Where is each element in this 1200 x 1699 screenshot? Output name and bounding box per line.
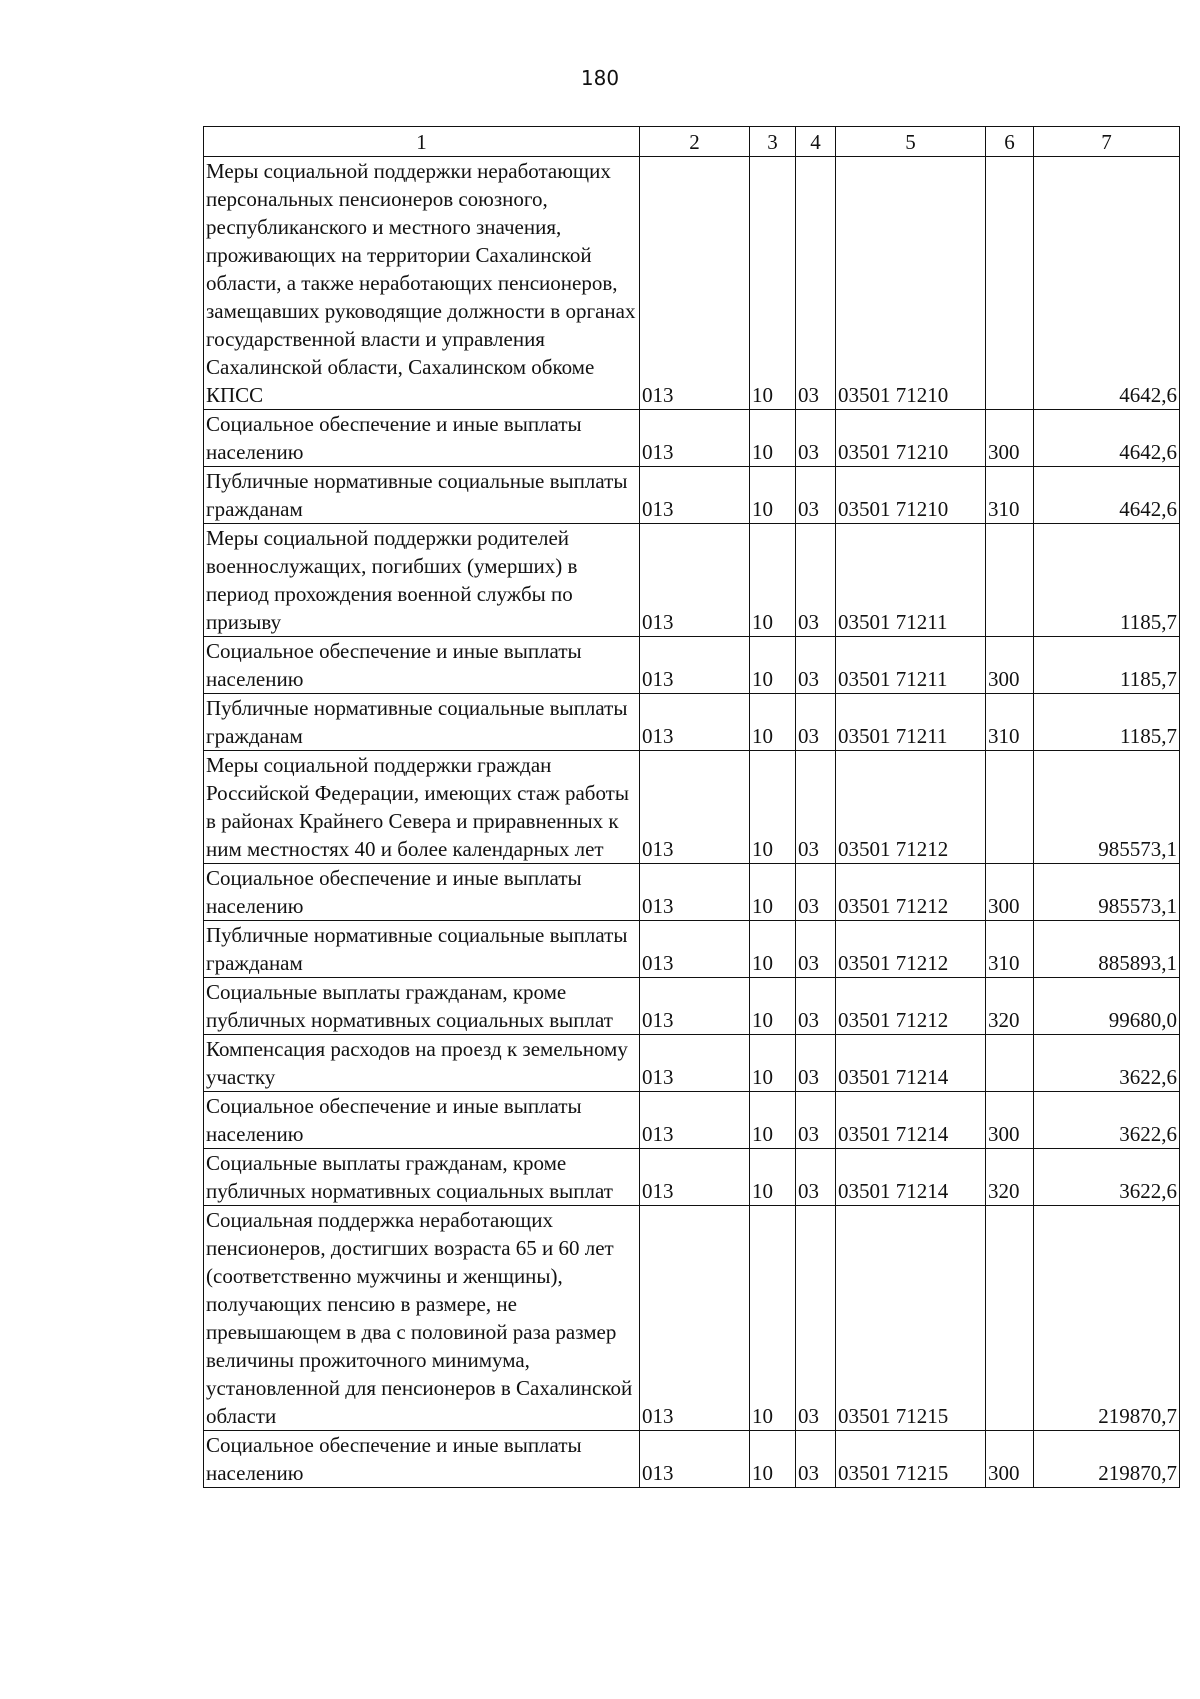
row-target-item-cell: 03501 71211 <box>836 524 986 637</box>
row-code-cell: 013 <box>640 157 750 410</box>
row-section-cell: 10 <box>750 1092 796 1149</box>
row-code-cell: 013 <box>640 1431 750 1488</box>
row-target-item-cell: 03501 71212 <box>836 921 986 978</box>
row-section-cell: 10 <box>750 157 796 410</box>
row-section-cell: 10 <box>750 694 796 751</box>
row-amount-cell: 985573,1 <box>1034 864 1180 921</box>
row-name-cell: Меры социальной поддержки родителей военнослужащих, погибших (умерших) в период прохождения военной службы по призыву <box>204 524 640 637</box>
table-row <box>204 524 1180 637</box>
row-name-cell: Меры социальной поддержки граждан Российской Федерации, имеющих стаж работы в районах Крайнего Севера и приравненных к ним местностях 40 и более календарных лет <box>204 751 640 864</box>
row-target-item-cell: 03501 71212 <box>836 978 986 1035</box>
row-section-cell: 10 <box>750 410 796 467</box>
table-row <box>204 1431 1180 1488</box>
row-subsection-cell: 03 <box>796 1035 836 1092</box>
column-header-6: 6 <box>986 127 1034 157</box>
row-target-item-cell: 03501 71214 <box>836 1035 986 1092</box>
row-section-cell: 10 <box>750 467 796 524</box>
row-subsection-cell: 03 <box>796 751 836 864</box>
row-target-item-cell: 03501 71214 <box>836 1092 986 1149</box>
row-amount-cell: 985573,1 <box>1034 751 1180 864</box>
row-expense-type-cell: 300 <box>986 637 1034 694</box>
row-amount-cell: 885893,1 <box>1034 921 1180 978</box>
table-row <box>204 978 1180 1035</box>
row-section-cell: 10 <box>750 978 796 1035</box>
row-code-cell: 013 <box>640 524 750 637</box>
row-code-cell: 013 <box>640 467 750 524</box>
row-code-cell: 013 <box>640 1035 750 1092</box>
row-target-item-cell: 03501 71211 <box>836 694 986 751</box>
row-amount-cell: 4642,6 <box>1034 467 1180 524</box>
row-expense-type-cell <box>986 524 1034 637</box>
row-amount-cell: 1185,7 <box>1034 524 1180 637</box>
row-code-cell: 013 <box>640 694 750 751</box>
table-row <box>204 1206 1180 1431</box>
row-expense-type-cell: 300 <box>986 864 1034 921</box>
table-row <box>204 1035 1180 1092</box>
table-row <box>204 157 1180 410</box>
row-subsection-cell: 03 <box>796 524 836 637</box>
row-subsection-cell: 03 <box>796 1431 836 1488</box>
table-row <box>204 921 1180 978</box>
row-amount-cell: 4642,6 <box>1034 157 1180 410</box>
row-amount-cell: 3622,6 <box>1034 1092 1180 1149</box>
row-subsection-cell: 03 <box>796 637 836 694</box>
row-section-cell: 10 <box>750 864 796 921</box>
column-header-3: 3 <box>750 127 796 157</box>
row-expense-type-cell: 300 <box>986 410 1034 467</box>
row-name-cell: Социальное обеспечение и иные выплаты населению <box>204 637 640 694</box>
row-expense-type-cell <box>986 157 1034 410</box>
row-target-item-cell: 03501 71212 <box>836 864 986 921</box>
budget-table <box>203 126 1180 1488</box>
row-amount-cell: 3622,6 <box>1034 1149 1180 1206</box>
row-expense-type-cell <box>986 751 1034 864</box>
row-subsection-cell: 03 <box>796 1206 836 1431</box>
row-section-cell: 10 <box>750 921 796 978</box>
row-name-cell: Социальное обеспечение и иные выплаты населению <box>204 864 640 921</box>
row-amount-cell: 1185,7 <box>1034 694 1180 751</box>
row-name-cell: Социальное обеспечение и иные выплаты населению <box>204 1431 640 1488</box>
row-expense-type-cell: 300 <box>986 1431 1034 1488</box>
row-subsection-cell: 03 <box>796 864 836 921</box>
row-code-cell: 013 <box>640 1149 750 1206</box>
row-expense-type-cell <box>986 1206 1034 1431</box>
row-expense-type-cell: 300 <box>986 1092 1034 1149</box>
row-target-item-cell: 03501 71210 <box>836 410 986 467</box>
row-code-cell: 013 <box>640 921 750 978</box>
row-subsection-cell: 03 <box>796 157 836 410</box>
row-name-cell: Публичные нормативные социальные выплаты гражданам <box>204 694 640 751</box>
table-row <box>204 864 1180 921</box>
column-header-4: 4 <box>796 127 836 157</box>
row-name-cell: Социальное обеспечение и иные выплаты населению <box>204 410 640 467</box>
table-row <box>204 637 1180 694</box>
table-row <box>204 1092 1180 1149</box>
row-code-cell: 013 <box>640 1206 750 1431</box>
row-subsection-cell: 03 <box>796 1092 836 1149</box>
column-header-7: 7 <box>1034 127 1180 157</box>
row-target-item-cell: 03501 71215 <box>836 1431 986 1488</box>
row-section-cell: 10 <box>750 1431 796 1488</box>
row-name-cell: Социальная поддержка неработающих пенсионеров, достигших возраста 65 и 60 лет (соответственно мужчины и женщины), получающих пенсию в размере, не превышающем в два с половиной раза размер величины прожиточного минимума, установленной для пенсионеров в Сахалинской области <box>204 1206 640 1431</box>
table-row <box>204 1149 1180 1206</box>
table-row <box>204 410 1180 467</box>
row-expense-type-cell: 320 <box>986 978 1034 1035</box>
row-name-cell: Публичные нормативные социальные выплаты гражданам <box>204 467 640 524</box>
row-amount-cell: 219870,7 <box>1034 1206 1180 1431</box>
row-section-cell: 10 <box>750 1206 796 1431</box>
row-expense-type-cell: 320 <box>986 1149 1034 1206</box>
row-target-item-cell: 03501 71212 <box>836 751 986 864</box>
row-subsection-cell: 03 <box>796 921 836 978</box>
row-amount-cell: 1185,7 <box>1034 637 1180 694</box>
row-name-cell: Публичные нормативные социальные выплаты гражданам <box>204 921 640 978</box>
page-number: 180 <box>580 66 620 90</box>
column-header-2: 2 <box>640 127 750 157</box>
table-row <box>204 694 1180 751</box>
row-expense-type-cell <box>986 1035 1034 1092</box>
row-section-cell: 10 <box>750 1149 796 1206</box>
row-amount-cell: 219870,7 <box>1034 1431 1180 1488</box>
table-header-row <box>204 127 1180 157</box>
row-code-cell: 013 <box>640 410 750 467</box>
row-amount-cell: 99680,0 <box>1034 978 1180 1035</box>
row-code-cell: 013 <box>640 637 750 694</box>
row-section-cell: 10 <box>750 637 796 694</box>
row-target-item-cell: 03501 71210 <box>836 157 986 410</box>
row-subsection-cell: 03 <box>796 1149 836 1206</box>
row-name-cell: Социальное обеспечение и иные выплаты населению <box>204 1092 640 1149</box>
row-amount-cell: 4642,6 <box>1034 410 1180 467</box>
row-target-item-cell: 03501 71210 <box>836 467 986 524</box>
row-name-cell: Меры социальной поддержки неработающих персональных пенсионеров союзного, республиканского и местного значения, проживающих на территории Сахалинской области, а также неработающих пенсионеров, замещавших руководящие должности в органах государственной власти и управления Сахалинской области, Сахалинском обкоме КПСС <box>204 157 640 410</box>
table-row <box>204 751 1180 864</box>
row-name-cell: Социальные выплаты гражданам, кроме публичных нормативных социальных выплат <box>204 1149 640 1206</box>
row-subsection-cell: 03 <box>796 467 836 524</box>
table-body <box>204 157 1180 1488</box>
row-amount-cell: 3622,6 <box>1034 1035 1180 1092</box>
row-code-cell: 013 <box>640 978 750 1035</box>
row-target-item-cell: 03501 71215 <box>836 1206 986 1431</box>
row-expense-type-cell: 310 <box>986 694 1034 751</box>
row-expense-type-cell: 310 <box>986 921 1034 978</box>
row-subsection-cell: 03 <box>796 978 836 1035</box>
column-header-1: 1 <box>204 127 640 157</box>
row-section-cell: 10 <box>750 524 796 637</box>
row-code-cell: 013 <box>640 1092 750 1149</box>
row-name-cell: Социальные выплаты гражданам, кроме публичных нормативных социальных выплат <box>204 978 640 1035</box>
column-header-5: 5 <box>836 127 986 157</box>
row-name-cell: Компенсация расходов на проезд к земельному участку <box>204 1035 640 1092</box>
table-row <box>204 467 1180 524</box>
row-target-item-cell: 03501 71214 <box>836 1149 986 1206</box>
row-target-item-cell: 03501 71211 <box>836 637 986 694</box>
row-code-cell: 013 <box>640 751 750 864</box>
row-section-cell: 10 <box>750 1035 796 1092</box>
row-subsection-cell: 03 <box>796 694 836 751</box>
row-section-cell: 10 <box>750 751 796 864</box>
row-code-cell: 013 <box>640 864 750 921</box>
row-subsection-cell: 03 <box>796 410 836 467</box>
row-expense-type-cell: 310 <box>986 467 1034 524</box>
